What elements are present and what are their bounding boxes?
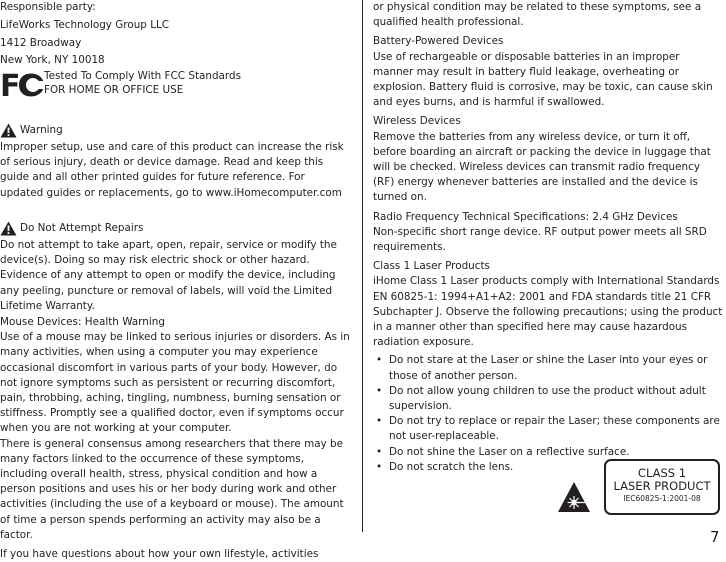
- responsible-label: Responsible party:: [0, 1, 96, 13]
- warning-triangle-icon: [0, 123, 17, 138]
- rf-text: Non-specific short range device. RF output power meets all SRD requirements.: [373, 225, 707, 254]
- battery-text: Use of rechargeable or disposable batteries in an improper manner may result in battery fluid leakage, overheating or explosion. Battery fluid is corrosive, may be toxic, can cause skin and eyes burns, and is harmful if swallowed.: [373, 50, 713, 109]
- fcc-logo-icon: [0, 69, 44, 99]
- laser-label-class: CLASS 1: [637, 466, 687, 480]
- mouse-text-1: Use of a mouse may be linked to serious injuries or disorders. As in many activities, when using a computer you may experience occasional discomfort in various parts of your body. However, do not ignore symptoms such as persistent or recurring discomfort, pain, throbbing, aching, tingling, numbness, burning sensation or stiffness. Promptly see a qualified doctor, even if symptoms occur when you are not working at your computer.: [0, 331, 350, 435]
- company-name: LifeWorks Technology Group LLC: [0, 19, 170, 32]
- mouse-text-2: There is general consensus among researchers that there may be many factors linked to the occurrence of these symptoms, including overall health, stress, physical condition and how a person positions and uses his or her body during work and other activities (including the use of a keyboard or mouse). The amount of time a person spends performing an activity may also be a factor.: [0, 437, 344, 541]
- warning-title: Warning: [20, 123, 63, 136]
- repairs-heading: [0, 221, 350, 236]
- warning-triangle-icon: [0, 221, 17, 236]
- list-item: • Do not stare at the Laser or shine the Laser into your eyes or those of another person.: [373, 353, 723, 383]
- fcc-compliance: [0, 69, 350, 99]
- list-item: • Do not scratch the lens.: [373, 460, 723, 475]
- laser-precautions-list: [373, 353, 723, 475]
- continued-text: or physical condition may be related to these symptoms, see a qualified health professional.: [373, 1, 702, 29]
- list-item: • Do not shine the Laser on a reflective surface.: [373, 445, 723, 460]
- battery-heading: Battery-Powered Devices: [373, 35, 504, 48]
- mouse-heading: Mouse Devices: Health Warning: [0, 316, 165, 329]
- page-number: 7: [710, 528, 720, 546]
- laser-label-standard: IEC60825-1:2001-08: [623, 494, 701, 503]
- column-divider: [362, 0, 363, 532]
- list-item: • Do not try to replace or repair the Laser; these components are not user-replaceable.: [373, 414, 723, 444]
- laser-text: iHome Class 1 Laser products comply with International Standards EN 60825-1: 1994+A1+A2: 2001 and FDA standards title 21 CFR Subchapter J. Observe the following precautions; using the product in a manner other than specified here may cause hazardous radiation exposure.: [373, 275, 723, 349]
- left-column: [0, 0, 350, 562]
- laser-hazard-icon: [557, 481, 591, 513]
- mouse-text-3: If you have questions about how your own lifestyle, activities: [0, 548, 319, 561]
- repairs-text: Do not attempt to take apart, open, repair, service or modify the device(s). Doing so may risk electric shock or other hazard. Evidence of any attempt to open or modify the device, including any peeling, puncture or removal of labels, will void the Limited Lifetime Warranty.: [0, 239, 337, 312]
- wireless-heading: Wireless Devices: [373, 115, 461, 128]
- address-line-2: New York, NY 10018: [0, 53, 105, 66]
- fcc-line-2: FOR HOME OR OFFICE USE: [44, 83, 184, 96]
- warning-text: Improper setup, use and care of this product can increase the risk of serious injury, death or device damage. Read and keep this guide and all other printed guides for future reference. For updated guides or replacements, go to www.iHomecomputer.com: [0, 141, 344, 199]
- laser-heading: Class 1 Laser Products: [373, 260, 490, 273]
- class1-laser-label: [604, 459, 720, 515]
- laser-label-area: [555, 459, 725, 519]
- warning-heading: [0, 123, 350, 138]
- fcc-logo-text: FC: [0, 68, 37, 99]
- laser-label-product: LASER PRODUCT: [613, 479, 711, 493]
- right-column: [373, 0, 723, 475]
- rf-heading: Radio Frequency Technical Specifications: 2.4 GHz Devices: [373, 210, 678, 223]
- wireless-text: Remove the batteries from any wireless device, or turn it off, before boarding an aircraft or packing the device in luggage that will be checked. Wireless devices can transmit radio frequency (RF) energy whenever batteries are installed and the device is turned on.: [373, 130, 711, 204]
- list-item: • Do not allow young children to use the product without adult supervision.: [373, 384, 723, 414]
- repairs-title: Do Not Attempt Repairs: [20, 221, 144, 234]
- address-line-1: 1412 Broadway: [0, 37, 82, 50]
- fcc-line-1: Tested To Comply With FCC Standards: [44, 69, 242, 82]
